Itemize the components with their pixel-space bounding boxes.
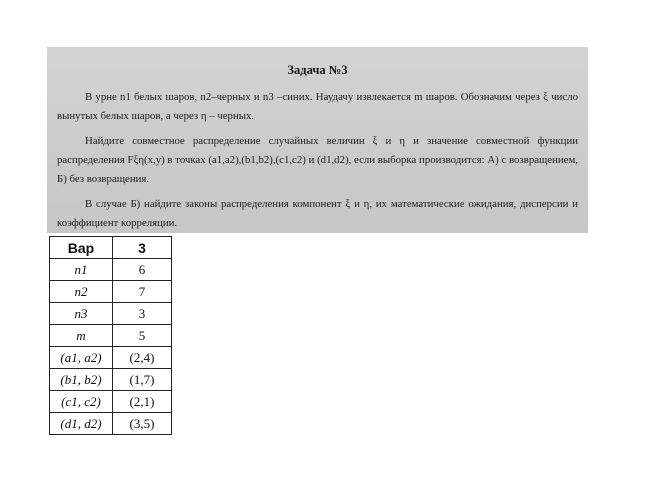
table-row [50, 391, 172, 413]
table-row [50, 347, 172, 369]
param-label-cell: (b1, b2) [50, 369, 113, 391]
param-value-cell: (1,7) [113, 369, 172, 391]
table-row [50, 259, 172, 281]
table-row [50, 303, 172, 325]
problem-paragraph-2: Найдите совместное распределение случайных величин ξ и η и значение совместной функции распределения Fξη(x,y) в точках (a1,a2),(b1,b2),(c1,c2) и (d1,d2), если выборка производится: А) с возвращением, Б) без возвращения. [57, 135, 578, 185]
header-label-cell: Вар [50, 237, 113, 259]
param-value-cell: (2,1) [113, 391, 172, 413]
table-row [50, 281, 172, 303]
table-row [50, 413, 172, 435]
problem-paragraph-3: В случае Б) найдите законы распределения компонент ξ и η, их математические ожидания, дисперсии и коэффициент корреляции. [57, 198, 578, 229]
param-value-cell: 6 [113, 259, 172, 281]
param-label-cell: n2 [50, 281, 113, 303]
param-value-cell: 3 [113, 303, 172, 325]
param-label-cell: (a1, a2) [50, 347, 113, 369]
param-value-cell: 5 [113, 325, 172, 347]
param-label-cell: (c1, c2) [50, 391, 113, 413]
param-value-cell: (2,4) [113, 347, 172, 369]
param-label-cell: n3 [50, 303, 113, 325]
param-label-cell: m [50, 325, 113, 347]
problem-title: Задача №3 [287, 63, 348, 77]
table-row [50, 325, 172, 347]
problem-paragraph-1: В урне n1 белых шаров, n2–черных и n3 –синих. Наудачу извлекается m шаров. Обозначим через ξ число вынутых белых шаров, а через η – черных. [57, 91, 578, 122]
table-row [50, 369, 172, 391]
param-label-cell: (d1, d2) [50, 413, 113, 435]
param-value-cell: 7 [113, 281, 172, 303]
param-value-cell: (3,5) [113, 413, 172, 435]
problem-scan [47, 47, 588, 233]
param-label-cell: n1 [50, 259, 113, 281]
table-header-row [50, 237, 172, 259]
header-value-cell: 3 [113, 237, 172, 259]
variant-table [49, 236, 172, 435]
